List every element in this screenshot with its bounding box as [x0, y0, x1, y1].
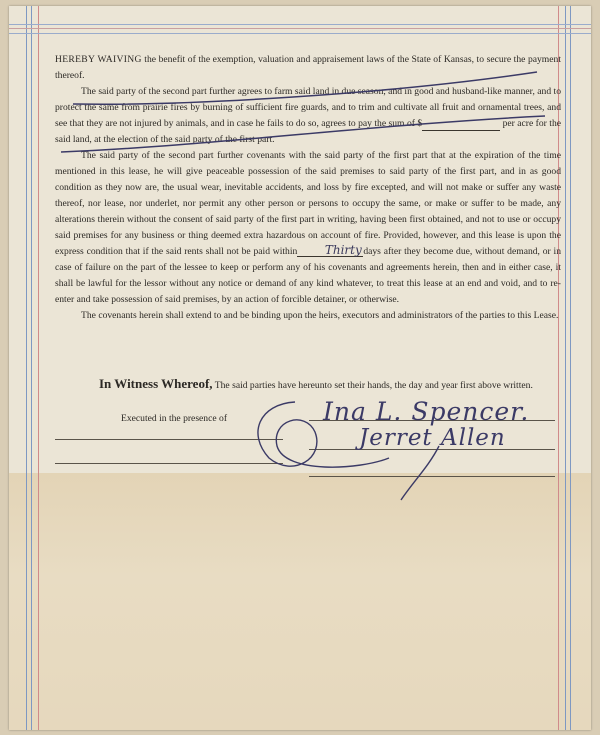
days-handwritten: Thirty: [297, 244, 363, 257]
lease-page: [9, 6, 591, 730]
witness-text: The said parties have hereunto set their hands, the day and year first above written.: [214, 380, 533, 391]
ink-strike-marks: [9, 6, 591, 730]
signature-flourish: [258, 402, 389, 467]
witness-heading: In Witness Whereof,: [99, 376, 213, 391]
signature-spencer: Ina L. Spencer.: [323, 397, 530, 426]
farm-clause-text-end: per acre for the said land, at the election of the said party of the first part.: [55, 118, 562, 145]
covenant-text-end: days after they become due, without demand, or in case of failure on the part of the lessee to keep or perform any of his covenants and agreements herein, then and in either case, it shall be lawful for the lessor without any notice or demand of any kind whatever, to treat this lease at an end and void, and to re-enter and take possession of said premises, by an action of forcible detainer, or otherwise.: [55, 246, 561, 305]
strike-line: [73, 72, 537, 104]
strike-line: [61, 116, 545, 152]
covenant-text: The said party of the second part further covenants with the said party of the first part that at the expiration of the time mentioned in this lease, he will give peaceable possession of the said premises to said party of the first part, and in as good condition as they now are, the usual wear, inevitable accidents, and loss by fire excepted, and will not make or suffer any waste thereof, nor lease, nor underlet, nor permit any other person or persons to occupy the same, or make or suffer to be made, any alterations therein without the consent of said party of the first part in writing, having been first obtained, and not to use or occupy said premises for any business or thing deemed extra hazardous on account of fire. Provided, however, and this lease is upon the express condition that if the said rents shall not be paid within: [55, 150, 561, 257]
executed-label: Executed in the presence of: [121, 413, 228, 424]
signature-flourish: [401, 446, 439, 500]
waiving-text: the benefit of the exemption, valuation and appraisement laws of the State of Kansas, to secure the payment thereof.: [55, 54, 561, 81]
signature-allen: Jerret Allen: [359, 425, 506, 451]
waiving-heading: HEREBY WAIVING: [55, 54, 142, 65]
binding-text: The covenants herein shall extend to and be binding upon the heirs, executors and administrators of the parties to this Lease.: [81, 310, 559, 321]
farm-clause-text: The said party of the second part further agrees to farm said land in due season, and in good and husband-like manner, and to protect the same from prairie fires by burning of sufficient fire guards, and to trim and cultivate all fruit and ornamental trees, and see that they are not injured by animals, and in case he fails to do so, agrees to pay the sum of $: [55, 86, 561, 129]
